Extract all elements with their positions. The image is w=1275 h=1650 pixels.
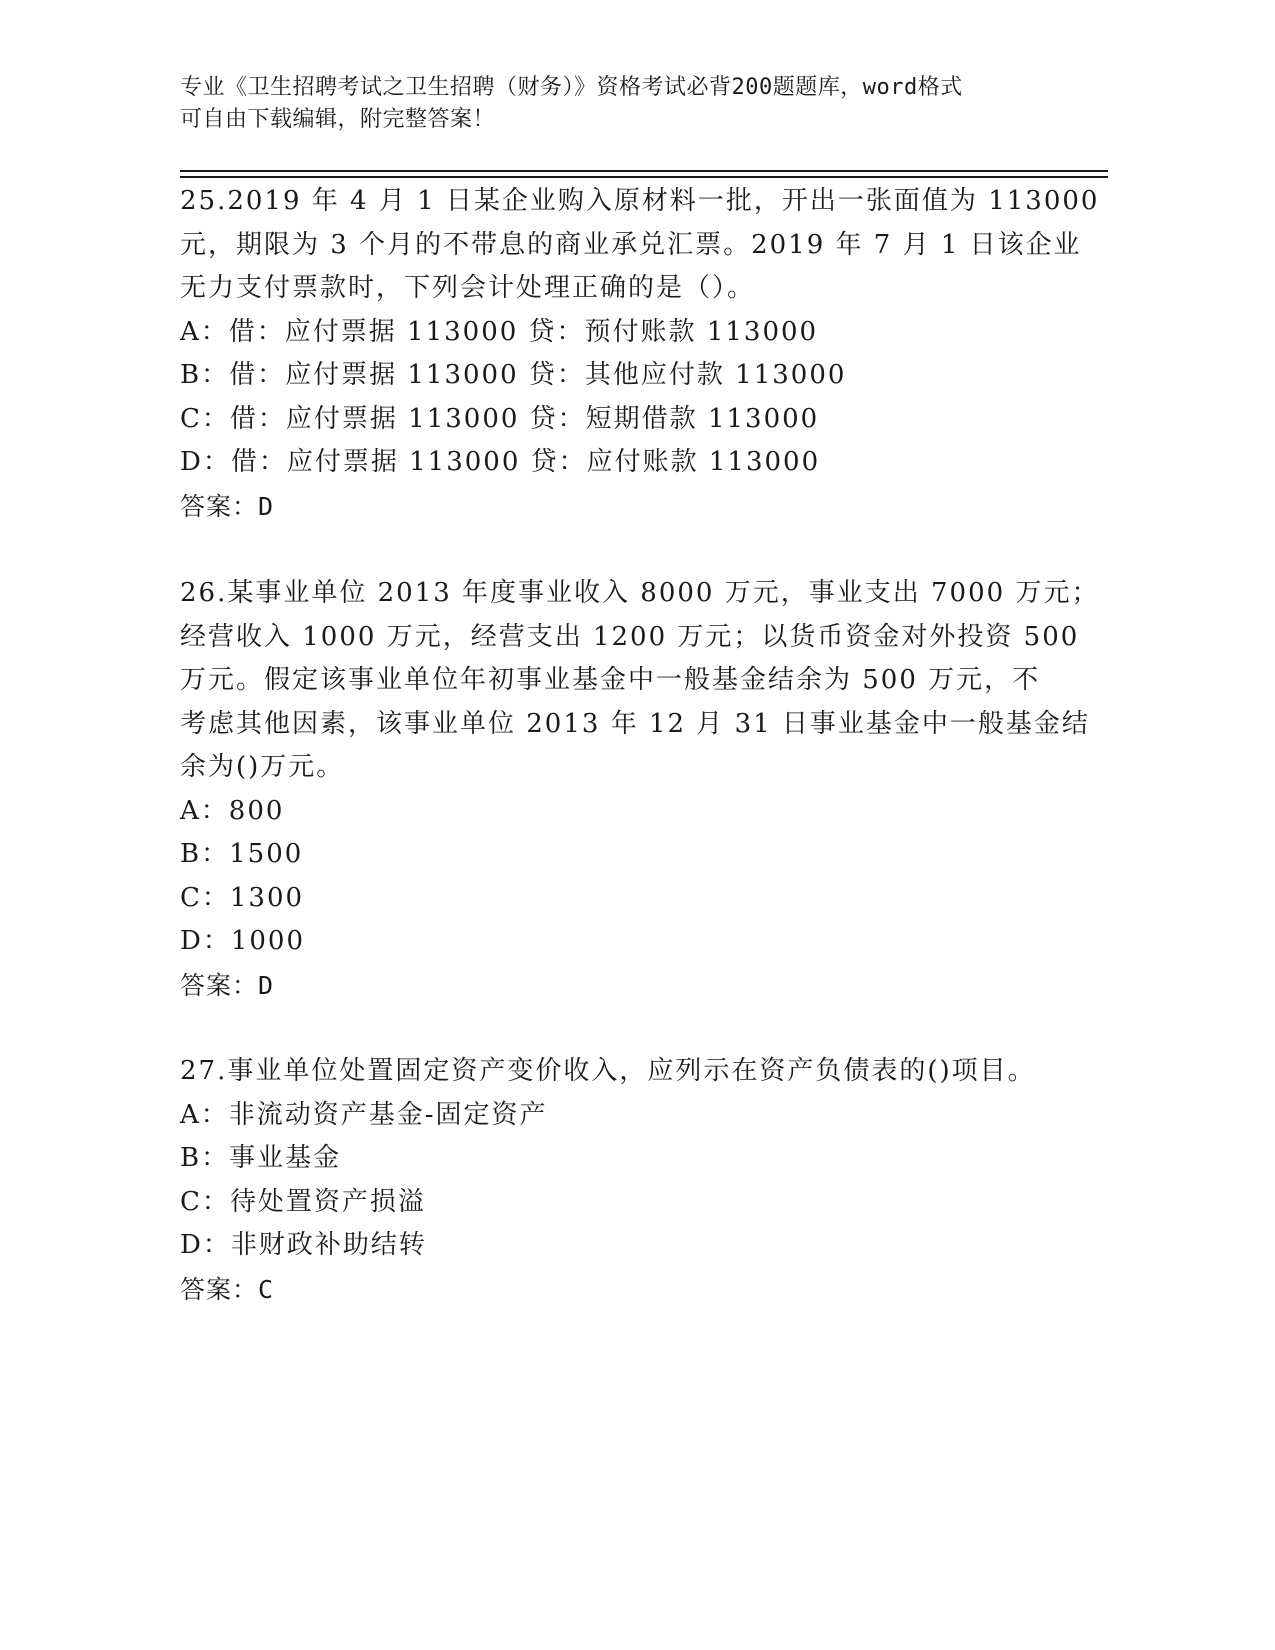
option-c: C：待处置资产损溢 [180, 1186, 426, 1217]
option-b: B：事业基金 [180, 1143, 342, 1173]
header-title-line-1: 专业《卫生招聘考试之卫生招聘（财务）》资格考试必背200题题库，word格式 [180, 75, 963, 100]
header-title-line-2: 可自由下载编辑，附完整答案！ [180, 107, 496, 132]
option-c: C：借：应付票据 113000 贷：短期借款 113000 [180, 403, 820, 434]
question-stem-line: 无力支付票款时，下列会计处理正确的是（）。 [180, 273, 756, 303]
option-d: D：1000 [180, 926, 306, 956]
answer-line: 答案：D [180, 491, 275, 521]
document-header [180, 72, 1040, 136]
option-a: A：800 [180, 795, 285, 826]
question-stem-line: 26.某事业单位 2013 年度事业收入 8000 万元，事业支出 7000 万元； [180, 578, 1100, 608]
option-b: B：借：应付票据 113000 贷：其他应付款 113000 [180, 360, 847, 390]
option-b: B：1500 [180, 839, 304, 869]
question-stem-line: 考虑其他因素，该事业单位 2013 年 12 月 31 日事业基金中一般基金结 [180, 708, 1090, 739]
option-a: A：借：应付票据 113000 贷：预付账款 113000 [180, 316, 819, 347]
question-26 [180, 572, 1100, 1007]
question-27 [180, 1050, 1040, 1311]
option-a: A：非流动资产基金-固定资产 [180, 1099, 548, 1130]
question-stem-line: 元，期限为 3 个月的不带息的商业承兑汇票。2019 年 7 月 1 日该企业 [180, 229, 1082, 260]
question-stem-line: 25.2019 年 4 月 1 日某企业购入原材料一批，开出一张面值为 113000 [180, 186, 1100, 216]
header-divider-bottom [180, 176, 1108, 178]
header-divider-top [180, 170, 1108, 172]
question-stem-line: 经营收入 1000 万元，经营支出 1200 万元；以货币资金对外投资 500 [180, 621, 1080, 652]
option-d: D：借：应付票据 113000 贷：应付账款 113000 [180, 447, 821, 477]
question-stem-line: 万元。假定该事业单位年初事业基金中一般基金结余为 500 万元，不 [180, 665, 1041, 695]
question-25 [180, 180, 1100, 528]
option-c: C：1300 [180, 882, 305, 913]
answer-line: 答案：C [180, 1274, 275, 1304]
question-stem-line: 余为()万元。 [180, 752, 345, 782]
answer-line: 答案：D [180, 970, 275, 1000]
option-d: D：非财政补助结转 [180, 1230, 427, 1260]
question-stem-line: 27.事业单位处置固定资产变价收入，应列示在资产负债表的()项目。 [180, 1056, 1036, 1086]
